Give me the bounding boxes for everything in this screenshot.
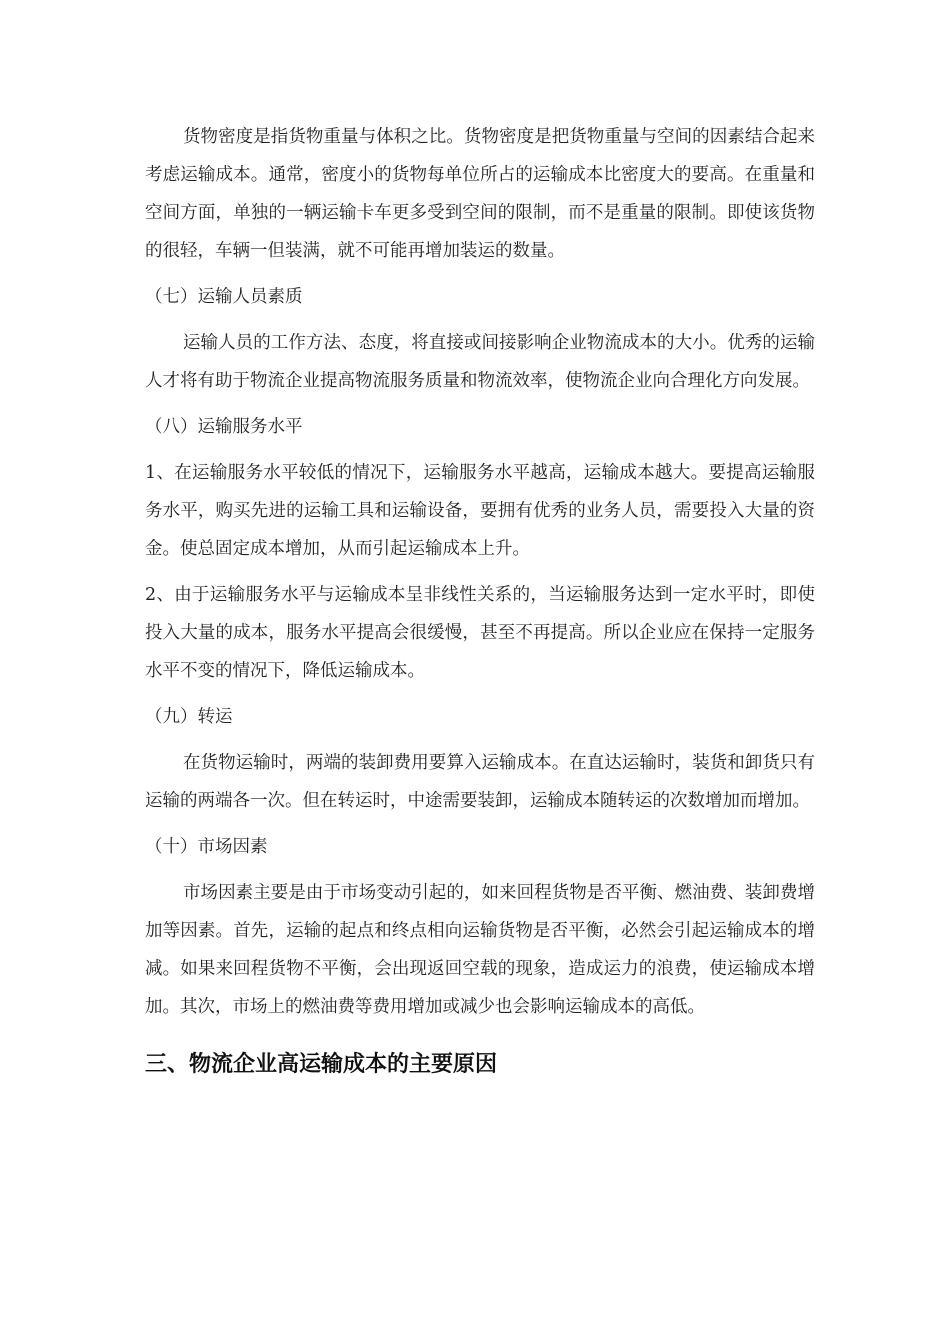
heading-service-level: （八）运输服务水平 <box>145 417 303 437</box>
paragraph-transshipment: 在货物运输时，两端的装卸费用要算入运输成本。在直达运输时，装货和卸货只有运输的两端各一次。但在转运时，中途需要装卸，运输成本随转运的次数增加而增加。 <box>145 753 815 811</box>
section-title: 三、物流企业高运输成本的主要原因 <box>145 1052 498 1077</box>
paragraph-service-level-1: 1、在运输服务水平较低的情况下，运输服务水平越高，运输成本越大。要提高运输服务水平，购买先进的运输工具和运输设备，要拥有优秀的业务人员，需要投入大量的资金。使总固定成本增加，从而引起运输成本上升。 <box>145 463 815 559</box>
heading-transport-personnel: （七）运输人员素质 <box>145 287 303 307</box>
heading-transshipment: （九）转运 <box>145 707 233 727</box>
heading-market-factors: （十）市场因素 <box>145 837 268 857</box>
paragraph-market-factors: 市场因素主要是由于市场变动引起的，如来回程货物是否平衡、燃油费、装卸费增加等因素。首先，运输的起点和终点相向运输货物是否平衡，必然会引起运输成本的增减。如果来回程货物不平衡，会出现返回空载的现象，造成运力的浪费，使运输成本增加。其次，市场上的燃油费等费用增加或减少也会影响运输成本的高低。 <box>145 883 815 1017</box>
paragraph-service-level-2: 2、由于运输服务水平与运输成本呈非线性关系的，当运输服务达到一定水平时，即使投入大量的成本，服务水平提高会很缓慢，甚至不再提高。所以企业应在保持一定服务水平不变的情况下，降低运输成本。 <box>145 585 815 681</box>
document-body <box>145 118 815 1084</box>
paragraph-cargo-density: 货物密度是指货物重量与体积之比。货物密度是把货物重量与空间的因素结合起来考虑运输成本。通常，密度小的货物每单位所占的运输成本比密度大的要高。在重量和空间方面，单独的一辆运输卡车更多受到空间的限制，而不是重量的限制。即使该货物的很轻，车辆一但装满，就不可能再增加装运的数量。 <box>145 127 815 261</box>
paragraph-transport-personnel: 运输人员的工作方法、态度，将直接或间接影响企业物流成本的大小。优秀的运输人才将有助于物流企业提高物流服务质量和物流效率，使物流企业向合理化方向发展。 <box>145 333 815 391</box>
